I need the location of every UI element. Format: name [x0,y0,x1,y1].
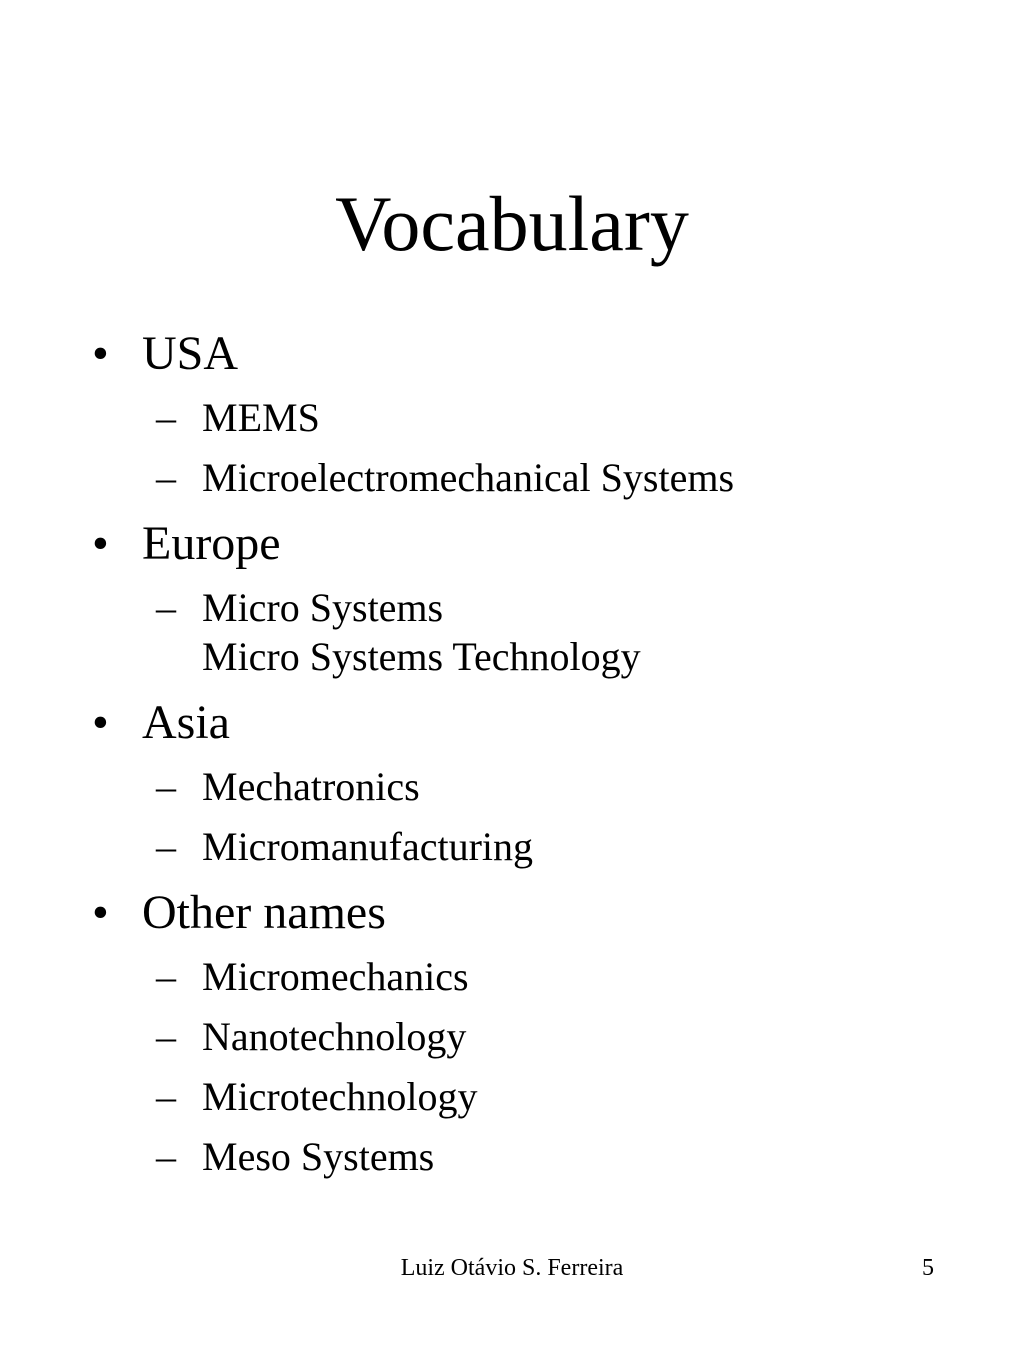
bullet-label: Europe [142,517,281,570]
bullet-marker: • [92,517,109,570]
sub-marker: – [156,585,176,630]
sub-marker: – [156,395,176,440]
sub-marker: – [156,455,176,500]
sub-marker: – [156,1014,176,1059]
bullet-marker: • [92,886,109,939]
sub-label: Micro Systems Technology [202,634,641,679]
sub-label: Micromanufacturing [202,824,533,869]
footer-author: Luiz Otávio S. Ferreira [400,1255,624,1281]
sub-label: Mechatronics [202,764,420,809]
sub-marker: – [156,954,176,999]
sub-label: Microelectromechanical Systems [202,455,735,500]
sub-label: Nanotechnology [202,1014,467,1059]
page-number: 5 [922,1255,934,1281]
sub-label: Micro Systems [202,585,444,630]
sub-marker: – [156,824,176,869]
sub-label: MEMS [202,395,320,440]
bullet-marker: • [92,327,109,380]
sub-label: Meso Systems [202,1134,435,1179]
bullet-label: Other names [142,886,386,939]
sub-marker: – [156,1074,176,1119]
sub-label: Micromechanics [202,954,469,999]
sub-marker: – [156,1134,176,1179]
bullet-label: Asia [142,696,230,749]
slide-title: Vocabulary [335,180,689,267]
bullet-marker: • [92,696,109,749]
sub-label: Microtechnology [202,1074,478,1119]
sub-marker: – [156,764,176,809]
bullet-label: USA [142,327,239,380]
